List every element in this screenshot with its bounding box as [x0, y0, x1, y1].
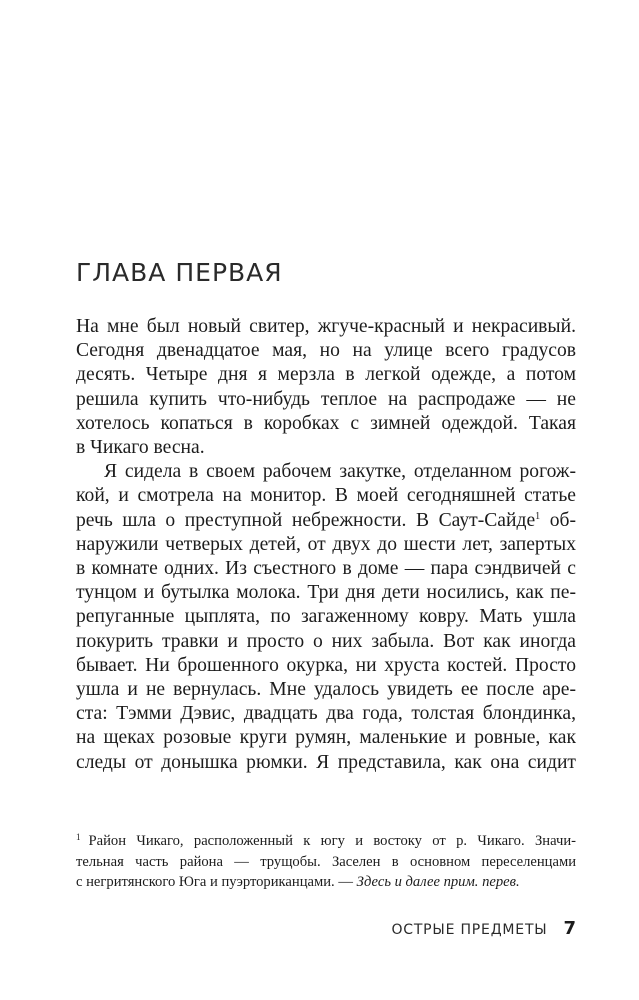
- text-line: кой, и смотрела на монитор. В моей сегодняшней статье: [76, 485, 576, 507]
- text-line: покурить травки и просто о них забыла. Вот как иногда: [76, 630, 576, 652]
- footnote-line: тельная часть района — трущобы. Заселен в основном переселенцами: [76, 853, 576, 870]
- text-line: решила купить что-нибудь теплое на распродаже — не: [76, 388, 576, 410]
- text-line: ушла и не вернулась. Мне удалось увидеть ее после аре-: [76, 679, 576, 701]
- text-line: в Чикаго весна.: [76, 437, 205, 459]
- footnote-line: [76, 831, 576, 852]
- text-fragment: об-: [549, 509, 576, 531]
- text-line: ста: Тэмми Дэвис, двадцать два года, толстая блондинка,: [76, 703, 576, 725]
- text-line: в комнате одних. Из съестного в доме — пара сэндвичей с: [76, 558, 576, 580]
- text-line: тунцом и бутылка молока. Три дня дети носились, как пе-: [76, 582, 576, 604]
- text-line: Сегодня двенадцатое мая, но на улице всего градусов: [76, 340, 576, 362]
- text-line: наружили четверых детей, от двух до шести лет, запертых: [76, 533, 576, 555]
- chapter-title: ГЛАВА ПЕРВАЯ: [76, 258, 283, 287]
- footnote: [76, 831, 576, 893]
- text-line: бывает. Ни брошенного окурка, ни хруста костей. Просто: [76, 654, 576, 676]
- paragraph: [76, 460, 576, 775]
- text-line: следы от донышка рюмки. Я представила, как она сидит: [76, 751, 576, 773]
- body-text: [76, 315, 576, 775]
- paragraph: [76, 315, 576, 460]
- text-line: На мне был новый свитер, жгуче-красный и некрасивый.: [76, 316, 576, 337]
- footnote-text: Район Чикаго, расположенный к югу и востоку от р. Чикаго. Значи-: [88, 833, 576, 849]
- text-line: [76, 509, 576, 533]
- footnote-text: с негритянского Юга и пуэрториканцами. —: [76, 874, 353, 890]
- footnote-marker: 1: [76, 832, 81, 842]
- footnote-attribution: Здесь и далее прим. перев.: [356, 874, 520, 890]
- footnote-line: [76, 872, 576, 893]
- footnote-reference: 1: [535, 510, 541, 522]
- text-line: на щеках розовые круги румян, маленькие и ровные, как: [76, 727, 576, 749]
- page-number: 7: [563, 918, 576, 939]
- text-line: хотелось копаться в коробках с зимней одеждой. Такая: [76, 412, 576, 434]
- book-title: ОСТРЫЕ ПРЕДМЕТЫ: [391, 922, 548, 938]
- running-footer: [391, 918, 576, 939]
- text-fragment: речь шла о преступной небрежности. В Саут-Сайде: [76, 509, 536, 531]
- text-line: репуганные цыплята, по загаженному ковру. Мать ушла: [76, 606, 576, 628]
- text-line: десять. Четыре дня я мерзла в легкой одежде, а потом: [76, 364, 576, 386]
- text-line: Я сидела в своем рабочем закутке, отделанном рогож-: [104, 461, 576, 483]
